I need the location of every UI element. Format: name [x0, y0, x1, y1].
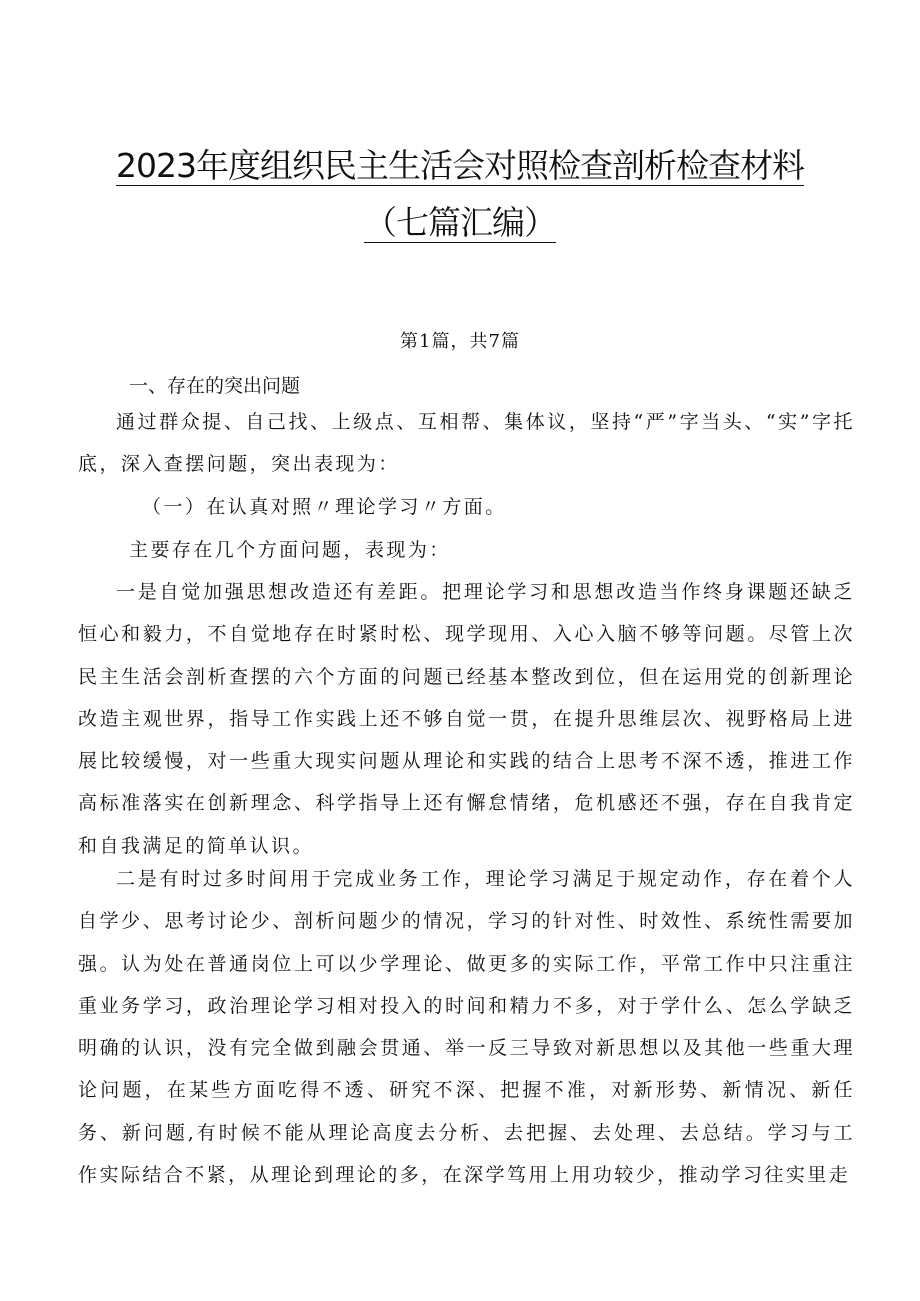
- paragraph-main-issues-text: 主要存在几个方面问题，表现为：: [129, 539, 451, 561]
- paragraph-intro: 通过群众提、自己找、上级点、互相帮、集体议，坚持“严”字当头、“实”字托底，深入查摆问题，突出表现为：: [78, 411, 855, 476]
- title-line-1-text: 2023年度组织民主生活会对照检查剖析检查材料: [116, 146, 804, 185]
- document-title-line-2: [0, 197, 920, 244]
- paragraph-main-issues: [78, 529, 855, 571]
- paragraph-point-one: 一是自觉加强思想改造还有差距。把理论学习和思想改造当作终身课题还缺乏恒心和毅力，不自觉地存在时紧时松、现学现用、入心入脑不够等问题。尽管上次民主生活会剖析查摆的六个方面的问题已经基本整改到位，但在运用党的创新理论改造主观世界，指导工作实践上还不够自觉一贯，在提升思维层次、视野格局上进展比较缓慢，对一些重大现实问题从理论和实践的结合上思考不深不透，推进工作高标准落实在创新理念、科学指导上还有懈怠情绪，危机感还不强，存在自我肯定和自我满足的简单认识。: [78, 581, 855, 857]
- subsection-heading: [78, 486, 855, 528]
- title-line-2-text: （七篇汇编）: [364, 203, 556, 242]
- section-heading: 一、存在的突出问题: [129, 375, 301, 397]
- article-counter: 第1篇，共7篇: [400, 331, 520, 352]
- paragraph-point-two: 二是有时过多时间用于完成业务工作，理论学习满足于规定动作，存在着个人自学少、思考讨论少、剖析问题少的情况，学习的针对性、时效性、系统性需要加强。认为处在普通岗位上可以少学理论、做更多的实际工作，平常工作中只注重注重业务学习，政治理论学习相对投入的时间和精力不多，对于学什么、怎么学缺乏明确的认识，没有完全做到融会贯通、举一反三导致对新思想以及其他一些重大理论问题，在某些方面吃得不透、研究不深、把握不准，对新形势、新情况、新任务、新问题,有时候不能从理论高度去分析、去把握、去处理、去总结。学习与工作实际结合不紧，从理论到理论的多，在深学笃用上用功较少，推动学习往实里走: [78, 868, 855, 1187]
- subsection-heading-text: （一）在认真对照〃理论学习〃方面。: [142, 496, 507, 518]
- document-title-line-1: [0, 140, 920, 187]
